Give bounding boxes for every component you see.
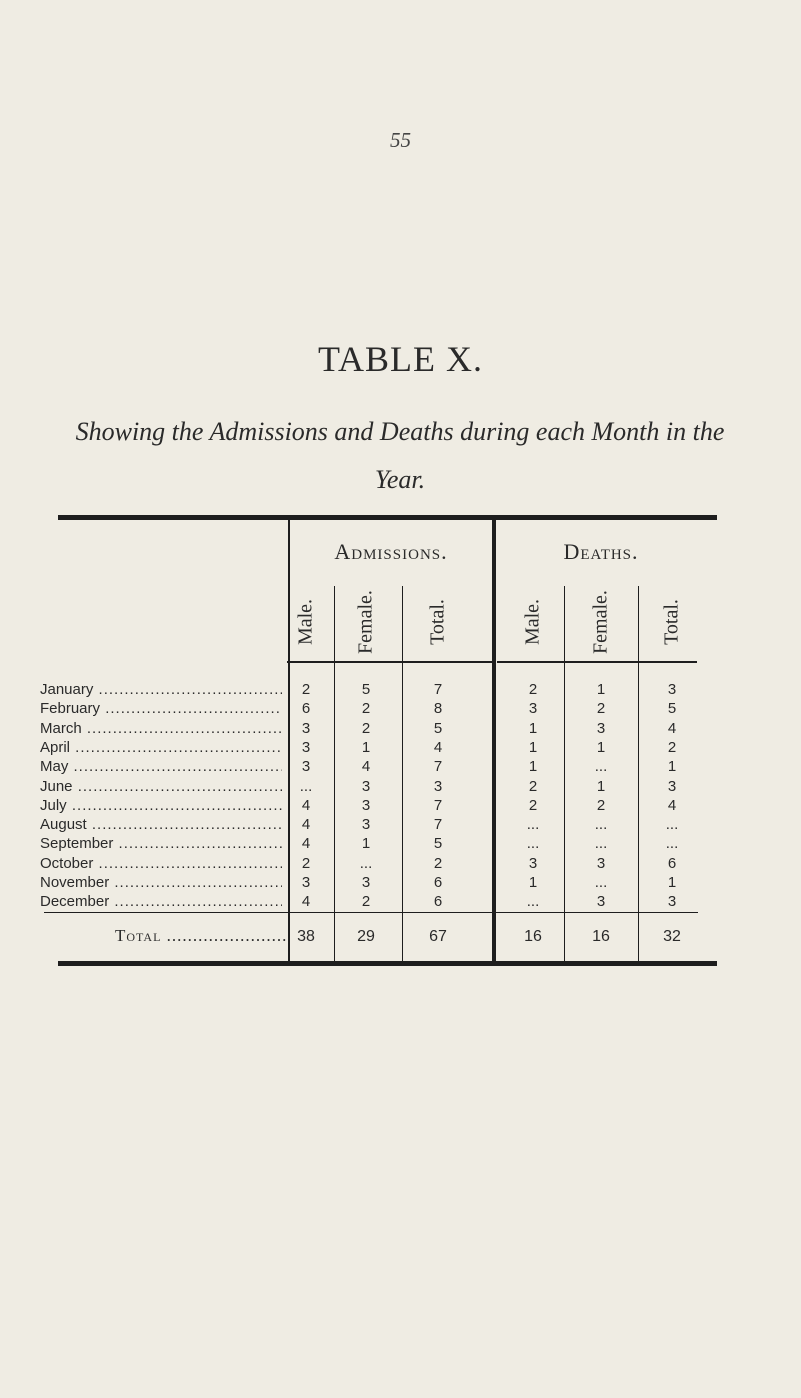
- table-cell: 4: [433, 738, 443, 756]
- month-label: January .....: [40, 681, 282, 698]
- table-cell: 5: [361, 681, 371, 698]
- table-cell: ...: [594, 758, 608, 776]
- table-cell: 2: [596, 796, 606, 814]
- table-cell: 4: [667, 796, 677, 814]
- table-cell: 2: [528, 777, 538, 795]
- vrule-deaths-male-female: [564, 586, 565, 963]
- table-cell: 4: [301, 816, 311, 834]
- table-cell: 2: [361, 893, 371, 911]
- table-cell: 3: [596, 719, 606, 737]
- total-cell: 67: [429, 928, 447, 945]
- table-cell: 3: [361, 777, 371, 795]
- table-cell: 2: [528, 681, 538, 698]
- admissions-header: Admissions.: [334, 539, 448, 564]
- table-cell: 5: [433, 719, 443, 737]
- table-cell: 2: [361, 719, 371, 737]
- month-label: August .....: [40, 816, 282, 833]
- table-cell: 2: [433, 854, 443, 872]
- table-cell: 3: [301, 738, 311, 756]
- table-cell: 1: [528, 719, 538, 737]
- table-cell: 7: [433, 758, 443, 776]
- table-cell: 3: [596, 854, 606, 872]
- total-label: Total .....: [40, 926, 288, 946]
- header-rule-left: [287, 661, 492, 663]
- table-cell: ...: [594, 835, 608, 853]
- col-header-admissions-total: Total.: [426, 599, 449, 645]
- table-cell: 4: [301, 796, 311, 814]
- table-cell: 2: [596, 700, 606, 718]
- month-label: May .....: [40, 758, 282, 775]
- deaths-header: Deaths.: [563, 539, 639, 564]
- col-header-deaths-total: Total.: [660, 599, 683, 645]
- table-cell: 3: [361, 874, 371, 891]
- table-cell: 1: [596, 738, 606, 756]
- table-cell: 2: [301, 854, 311, 872]
- month-label: December .....: [40, 893, 282, 910]
- bottom-rule: [58, 961, 717, 966]
- header-rule-right: [497, 661, 697, 663]
- total-cell: 29: [357, 928, 375, 945]
- table-cell: 7: [433, 681, 443, 698]
- table-cell: ...: [594, 874, 608, 891]
- table-cell: ...: [526, 835, 540, 853]
- table-cell: 2: [667, 738, 677, 756]
- col-header-admissions-male: Male.: [294, 598, 317, 646]
- table-cell: 4: [301, 835, 311, 853]
- month-label: September .....: [40, 835, 282, 852]
- table-cell: 3: [301, 758, 311, 776]
- col-header-admissions-female: Female.: [354, 590, 377, 654]
- month-label: March .....: [40, 720, 282, 737]
- table-cell: ...: [359, 854, 373, 872]
- table-cell: 2: [528, 796, 538, 814]
- table-cell: 1: [361, 738, 371, 756]
- table-cell: 1: [528, 738, 538, 756]
- table-cell: 1: [528, 874, 538, 891]
- table-cell: ...: [665, 816, 679, 834]
- total-cell: 32: [663, 928, 681, 945]
- table-cell: 6: [433, 893, 443, 911]
- table-cell: 4: [361, 758, 371, 776]
- month-label: June .....: [40, 778, 282, 795]
- table-cell: 1: [596, 681, 606, 698]
- month-label: November .....: [40, 874, 282, 891]
- table-cell: 5: [667, 700, 677, 718]
- table-cell: 2: [301, 681, 311, 698]
- table-cell: 1: [596, 777, 606, 795]
- table-cell: 7: [433, 796, 443, 814]
- col-header-deaths-female: Female.: [589, 590, 612, 654]
- total-rule: [44, 912, 698, 913]
- top-rule: [58, 515, 717, 520]
- table-cell: 3: [361, 796, 371, 814]
- total-cell: 16: [592, 928, 610, 945]
- total-cell: 38: [297, 928, 315, 945]
- table-title: TABLE X.: [317, 339, 484, 379]
- col-header-deaths-male: Male.: [521, 598, 544, 646]
- table-cell: 4: [301, 893, 311, 911]
- table-cell: 2: [361, 700, 371, 718]
- table-cell: 3: [667, 777, 677, 795]
- vrule-female-total: [402, 586, 403, 963]
- table-cell: 5: [433, 835, 443, 853]
- table-cell: 3: [301, 719, 311, 737]
- table-cell: 1: [528, 758, 538, 776]
- table-cell: ...: [299, 777, 313, 795]
- table-cell: 3: [361, 816, 371, 834]
- table-cell: 7: [433, 816, 443, 834]
- month-label: July .....: [40, 797, 282, 814]
- table-cell: 1: [667, 758, 677, 776]
- total-cell: 16: [524, 928, 542, 945]
- table-cell: 3: [433, 777, 443, 795]
- vrule-male-female: [334, 586, 335, 963]
- table-cell: 3: [528, 700, 538, 718]
- table-subtitle: Showing the Admissions and Deaths during each Month in the Year.: [75, 417, 725, 494]
- table-cell: 3: [667, 893, 677, 911]
- page-number: 55: [390, 128, 411, 152]
- table-cell: ...: [526, 893, 540, 911]
- vrule-deaths-female-total: [638, 586, 639, 963]
- table-cell: 3: [596, 893, 606, 911]
- table-cell: 6: [433, 874, 443, 891]
- table-cell: 3: [667, 681, 677, 698]
- table-cell: ...: [526, 816, 540, 834]
- table-cell: 1: [667, 874, 677, 891]
- table-cell: 4: [667, 719, 677, 737]
- table-cell: 3: [301, 874, 311, 891]
- month-label: February .....: [40, 700, 282, 717]
- table-cell: 3: [528, 854, 538, 872]
- table-cell: 1: [361, 835, 371, 853]
- month-label: April .....: [40, 739, 282, 756]
- table-cell: ...: [665, 835, 679, 853]
- table-cell: 6: [667, 854, 677, 872]
- table-cell: 6: [301, 700, 311, 718]
- vrule-deaths: [492, 518, 496, 963]
- table-cell: ...: [594, 816, 608, 834]
- month-label: October .....: [40, 855, 282, 872]
- table-cell: 8: [433, 700, 443, 718]
